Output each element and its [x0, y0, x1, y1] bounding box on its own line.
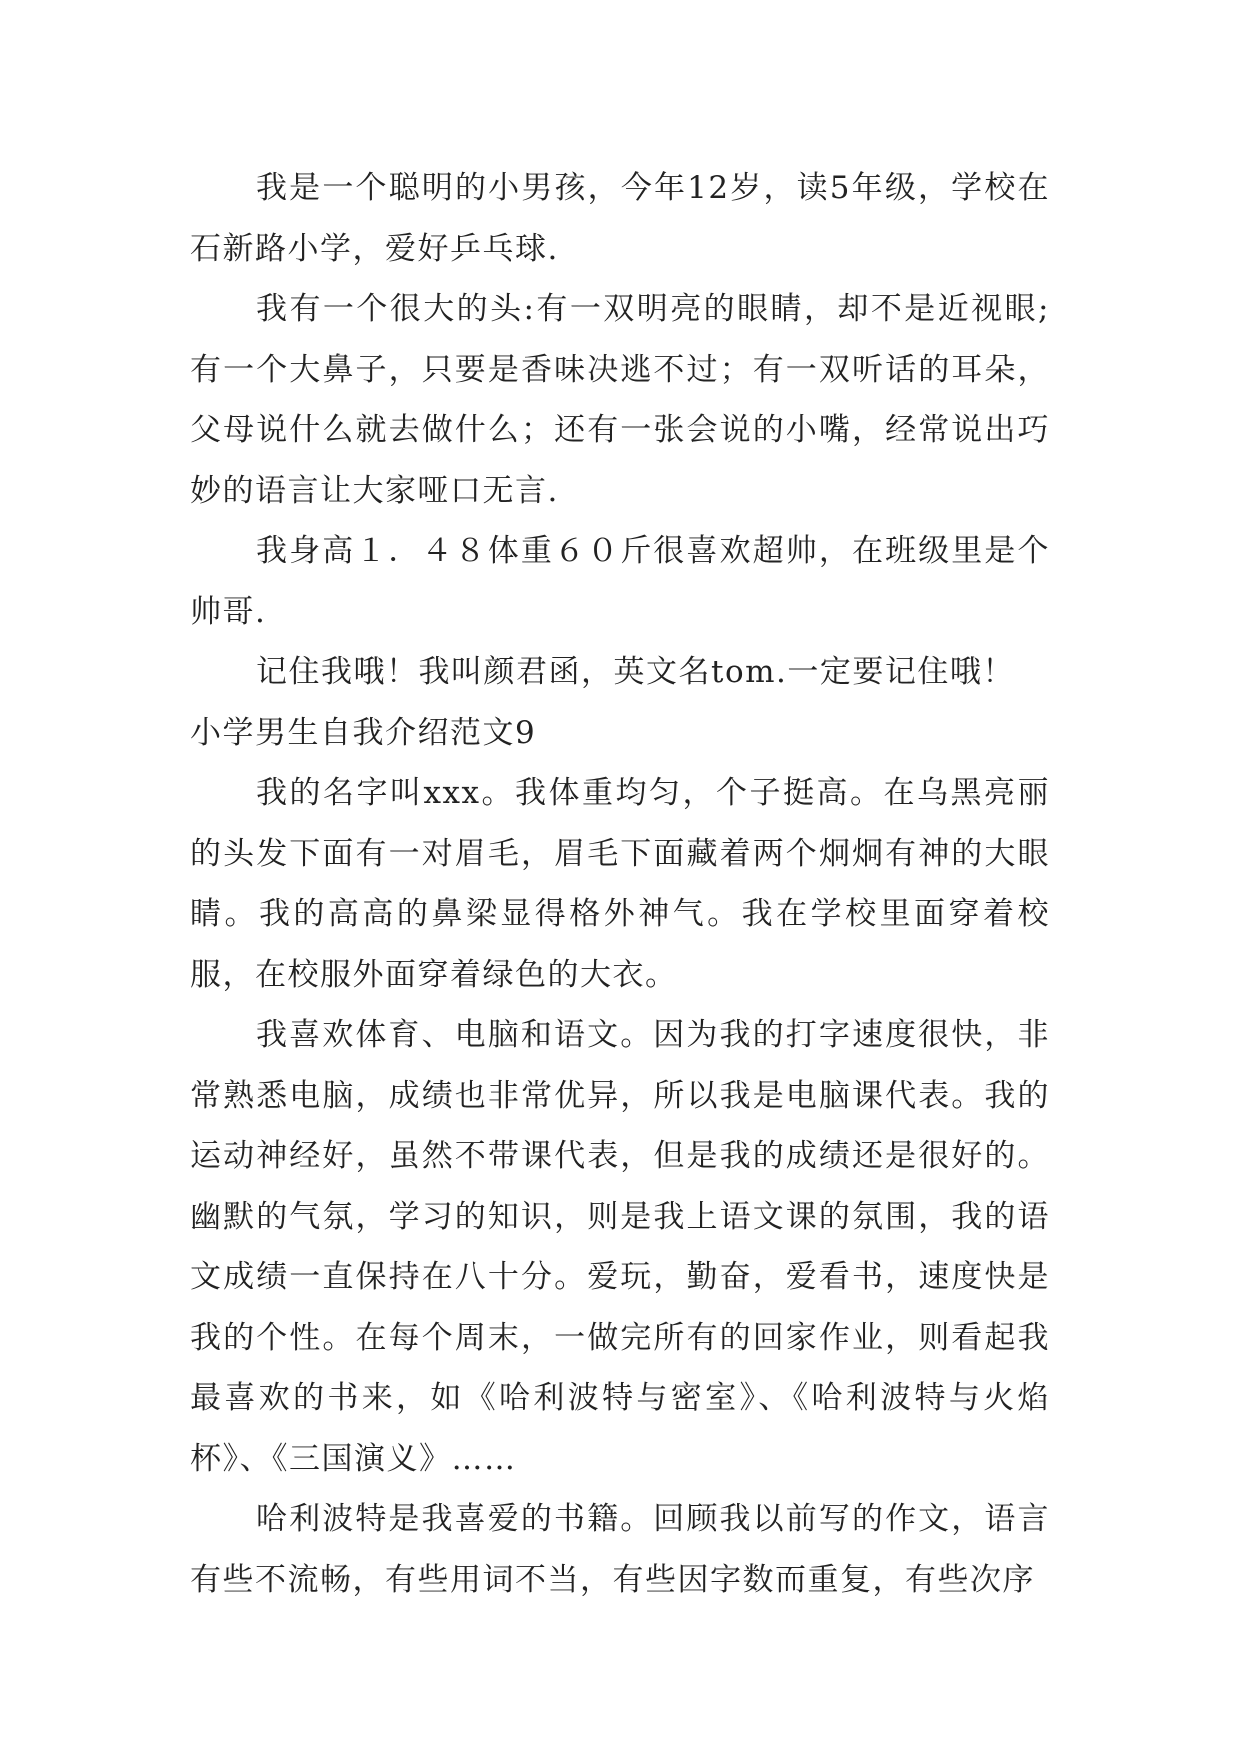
- paragraph-harry-potter: 哈利波特是我喜爱的书籍。回顾我以前写的作文，语言有些不流畅，有些用词不当，有些因字数而重复，有些次序: [190, 1501, 1050, 1598]
- paragraph-remember-me: 记住我哦！我叫颜君函，英文名tom.一定要记住哦！: [256, 654, 1015, 690]
- document-body: [190, 158, 1050, 1610]
- paragraph-height-weight: 我身高１．４８体重６０斤很喜欢超帅，在班级里是个帅哥.: [190, 533, 1050, 630]
- section-heading: 小学男生自我介绍范文9: [190, 714, 537, 751]
- paragraph-intro: 我是一个聪明的小男孩，今年12岁，读5年级，学校在石新路小学，爱好乒乓球.: [190, 170, 1050, 267]
- paragraph-name-description: 我的名字叫xxx。我体重均匀，个子挺高。在乌黑亮丽的头发下面有一对眉毛，眉毛下面藏着两个炯炯有神的大眼睛。我的高高的鼻梁显得格外神气。我在学校里面穿着校服，在校服外面穿着绿色的大衣。: [190, 775, 1050, 993]
- paragraph-hobbies: 我喜欢体育、电脑和语文。因为我的打字速度很快，非常熟悉电脑，成绩也非常优异，所以我是电脑课代表。我的运动神经好，虽然不带课代表，但是我的成绩还是很好的。幽默的气氛，学习的知识，则是我上语文课的氛围，我的语文成绩一直保持在八十分。爱玩，勤奋，爱看书，速度快是我的个性。在每个周末，一做完所有的回家作业，则看起我最喜欢的书来，如《哈利波特与密室》、《哈利波特与火焰杯》、《三国演义》……: [190, 1017, 1050, 1477]
- paragraph-appearance: 我有一个很大的头:有一双明亮的眼睛，却不是近视眼;有一个大鼻子，只要是香味决逃不过；有一双听话的耳朵，父母说什么就去做什么；还有一张会说的小嘴，经常说出巧妙的语言让大家哑口无言.: [190, 291, 1050, 509]
